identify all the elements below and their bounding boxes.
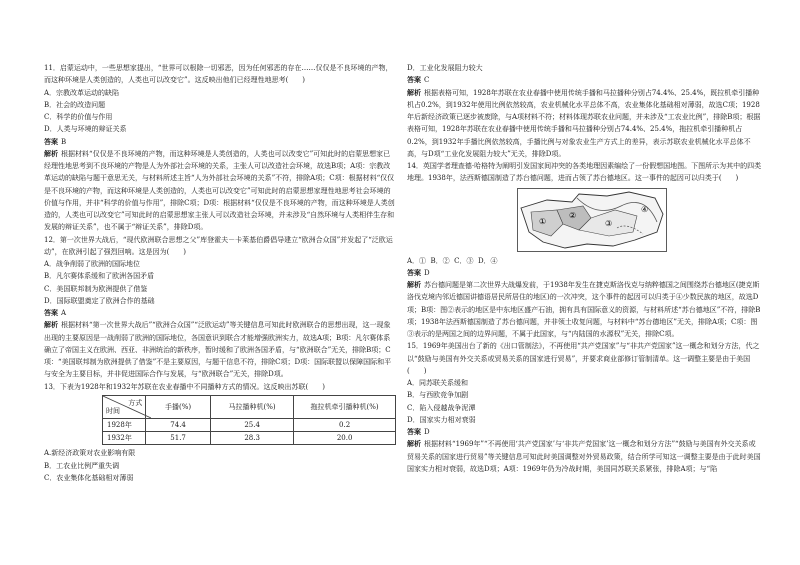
q14-option-c: C．③ (454, 256, 474, 265)
answer-label: 答案 (407, 427, 421, 436)
q15-analysis-text: 根据材料“1969年”“不再使用‘共产党国家’与‘非共产党国家’这一概念和划分方法”“鼓励与美国有外交关系或贸易关系的国家进行贸易”等关键信息可知此时美国调整对外贸易政策，结合所学可知这一调整主要是由于此时美国国家实力相对衰弱，故选D项；A项：1969年仍为冷战时期，美国同苏联关系紧张，排除A项；与“陷 (407, 440, 761, 473)
q12-option-a: A．战争削弱了欧洲的国际地位 (44, 260, 141, 268)
q12-analysis-text: 根据材料“第一次世界大战后”“欧洲合众国”“泛欧运动”等关键信息可知此时欧洲联合的思想出现，这一现象出现的主要原因是一战削弱了欧洲的国际地位，各国意识到联合才能增强欧洲实力，故选A项；B项：凡尔赛体系确立了帝国主义在欧洲、西亚、非洲统治的新秩序，暂时缓和了欧洲各国矛盾，与“欧洲联合”无关，排除B项；C项：“美国联邦制为欧洲提供了借鉴”不是主要原因，与题干信息不符，排除C项；D项：国际联盟以保障国际和平与安全为主要目标，并非促进国际合作与发展，与“欧洲联合”无关，排除D项。 (44, 321, 392, 379)
q11-option-a: A．宗教改革运动的缺陷 (44, 88, 120, 97)
answer-label: 答案 (407, 267, 421, 277)
q11-stem: 11．启蒙运动中，一些思想家提出，“世界可以根除一切邪恶，因为任何邪恶的存在……仅仅是不良环境的产物，而这种环境是人类创造的，人类也可以改变它”。这反映出他们已经理性地思考( ) (44, 64, 393, 85)
q11-option-b: B．社会的改造问题 (44, 100, 106, 109)
q14-answer-value: D (424, 268, 430, 277)
q14-stem: 14．英国学者理查德·哈格特为阐明引发国家间冲突的各类地理因素编绘了一份假想国地图。下图所示为其中的四类地理。1938年，法西斯德国制造了苏台德问题，进而占领了苏台德地区。这一事件的起因可以归类于( ) (407, 162, 762, 183)
q11-analysis (44, 148, 396, 234)
q13-answer-value: C (424, 76, 430, 85)
analysis-label: 解析 (44, 148, 58, 158)
q13-stem: 13．下表为1928年和1932年苏联在农业春播中不同播种方式的情况。这反映出苏联( ) (44, 382, 325, 391)
q13-answer (407, 74, 762, 86)
analysis-label: 解析 (44, 320, 58, 330)
left-column (44, 62, 396, 484)
q15-option-d: D．国家实力相对衰弱 (407, 415, 476, 424)
corner-top-label: 方式 (128, 398, 143, 407)
q12-answer (44, 307, 396, 319)
q13-analysis-text: 根据表格可知，1928年苏联在农业春播中使用传统手播和马拉播种分别占74.4%、25.4%，既拉机牵引播种机占0.2%，到1932年使用比例依然较高，农业机械化水平总体不高，农业集体化基础相对薄弱，故选C项；1928年后新经济政策已逐步被废除，与A项材料不符；材料体现苏联农业问题，并未涉及“工农业比例”，排除B项；根据表格可知，1928年苏联在农业春播中使用传统手播和马拉播种分别占74.4%、25.4%，拖拉机牵引播种机占0.2%，到1932年手播比例依然较高，手播比例与对象农业生产方式上的差异，表示苏联农业机械化水平总体不高，与D项“工业化发展阻力较大”无关，排除D项。 (407, 88, 761, 158)
q11-option-c: C．科学的价值与作用 (44, 113, 113, 121)
map-marker: ④ (641, 204, 649, 214)
q13-option-d: D．工业化发展阻力较大 (407, 64, 483, 72)
q15-answer-value: D (424, 428, 430, 436)
q15-stem: 15．1969年美国出台了新的《出口管制法》，不再使用“共产党国家”与“非共产党国家”这一概念和划分方法，代之以“鼓励与美国有外交关系或贸易关系的国家进行贸易”，并要求商业部修订管制清单。这一调整主要是由于美国( ) (407, 342, 760, 375)
table-header: 拖拉机牵引播种机(%) (294, 395, 396, 418)
answer-label: 答案 (407, 75, 421, 85)
q14-option-a: A．① (407, 256, 427, 265)
q14-option-d: D．④ (477, 256, 498, 265)
analysis-label: 解析 (407, 87, 421, 97)
map-marker: ① (539, 216, 547, 226)
q12-option-c: C．美国联邦制为欧洲提供了借鉴 (44, 284, 148, 293)
q13-analysis (407, 87, 762, 161)
table-cell-year: 1932年 (103, 432, 146, 445)
q11-option-d: D．人类与环境的辩证关系 (44, 125, 127, 134)
table-cell: 28.3 (210, 432, 293, 445)
table-header: 马拉播种机(%) (210, 395, 293, 418)
table-cell: 20.0 (294, 432, 396, 445)
q13-option-a: A.新经济政策对农业影响有限 (44, 449, 136, 458)
q12-option-b: B．凡尔赛体系缓和了欧洲各国矛盾 (44, 272, 155, 281)
q11-analysis-text: 根据材料“仅仅是不良环境的产物，而这种环境是人类创造的，人类也可以改变它”可知此时的启蒙思想家已经理性地思考到不良环境的产物是人为外部社会环境的关系，主张人可以改造社会环境，故选B项；A项：宗教改革运动的缺陷与题干意思无关，与材料所述主旨“人为外部社会环境的关系”不符，排除A项；C项：根据材料“仅仅是不良环境的产物，而这种环境是人类创造的，人类也可以改变它”可知此时的启蒙思想家理性地思考社会环境的价值与作用，并非“科学的价值与作用”，排除C项；D项：根据材料“仅仅是不良环境的产物，而这种环境是人类创造的，人类也可以改变它”可知此时的启蒙思想家主张人可以改造社会环境，并未涉及“自然环境与人类相伴生存和发展的辩证关系”，也不属于“辩证关系”，排除D项。 (44, 149, 395, 232)
q14-answer (407, 267, 762, 279)
hypothetical-country-map (517, 188, 667, 252)
analysis-label: 解析 (407, 280, 421, 289)
map-marker: ③ (605, 218, 613, 228)
q14-option-b: B．② (430, 256, 450, 265)
table-row (103, 418, 396, 431)
table-cell-year: 1928年 (103, 418, 146, 431)
q12-option-d: D．国际联盟奠定了欧洲合作的基础 (44, 296, 155, 305)
answer-label: 答案 (44, 308, 58, 317)
q12-stem: 12．第一次世界大战后，“现代欧洲联合思想之父”库登霍夫－卡莱基伯爵倡导建立“欧洲合众国”并发起了“泛欧运动”，在欧洲引起了强烈回响。这是因为( ) (44, 235, 393, 256)
table-cell: 0.2 (294, 418, 396, 431)
q11-answer-value: B (61, 137, 67, 146)
q12-answer-value: A (61, 309, 67, 317)
map-marker: ② (569, 210, 577, 220)
q13-table (102, 395, 396, 446)
answer-label: 答案 (44, 136, 58, 146)
table-cell: 51.7 (146, 432, 211, 445)
q12-analysis (44, 319, 396, 380)
q14-analysis-text: 苏台德问题是第二次世界大战爆发前，于1938年发生在捷克斯洛伐克与纳粹德国之间围绕苏台德地区(捷克斯洛伐克境内邻近德国讲德语居民所居住的地区)的一次冲突，这个事件的起因可以归类于④少数民族的地区，故选D项；B项：图②表示的地区是中东地区盛产石油，拥有具有国际意义的资源，与材料所述“苏台德地区”不符，排除B项；1938年法西斯德国制造了苏台德问题，并非领土收复问题，与材料中“苏台德地区”无关，排除A项；C项：图③表示的是两国之间的边界问题，不属于此国家，与“内陆国的水源权”无关，排除C项。 (407, 281, 761, 338)
table-header: 手播(%) (146, 395, 211, 418)
table-cell: 74.4 (146, 418, 211, 431)
table-cell: 25.4 (210, 418, 293, 431)
table-row (103, 432, 396, 445)
q15-analysis (407, 438, 762, 475)
analysis-label: 解析 (407, 439, 421, 449)
corner-bottom-label: 时间 (106, 406, 120, 415)
table-corner-cell (103, 395, 146, 418)
q15-answer (407, 426, 762, 438)
q15-option-c: C．陷入侵越战争泥潭 (407, 403, 476, 412)
table-header-row (103, 395, 396, 418)
q13-option-b: B．工农业比例严重失调 (44, 461, 120, 470)
q11-answer (44, 136, 396, 148)
q14-analysis (407, 279, 762, 340)
q14-options (407, 255, 762, 267)
q13-option-c: C．农业集体化基础相对薄弱 (44, 473, 134, 482)
q15-option-b: B．与西欧竞争加剧 (407, 391, 469, 400)
right-column (407, 62, 762, 475)
q15-option-a: A．同苏联关系缓和 (407, 379, 469, 387)
